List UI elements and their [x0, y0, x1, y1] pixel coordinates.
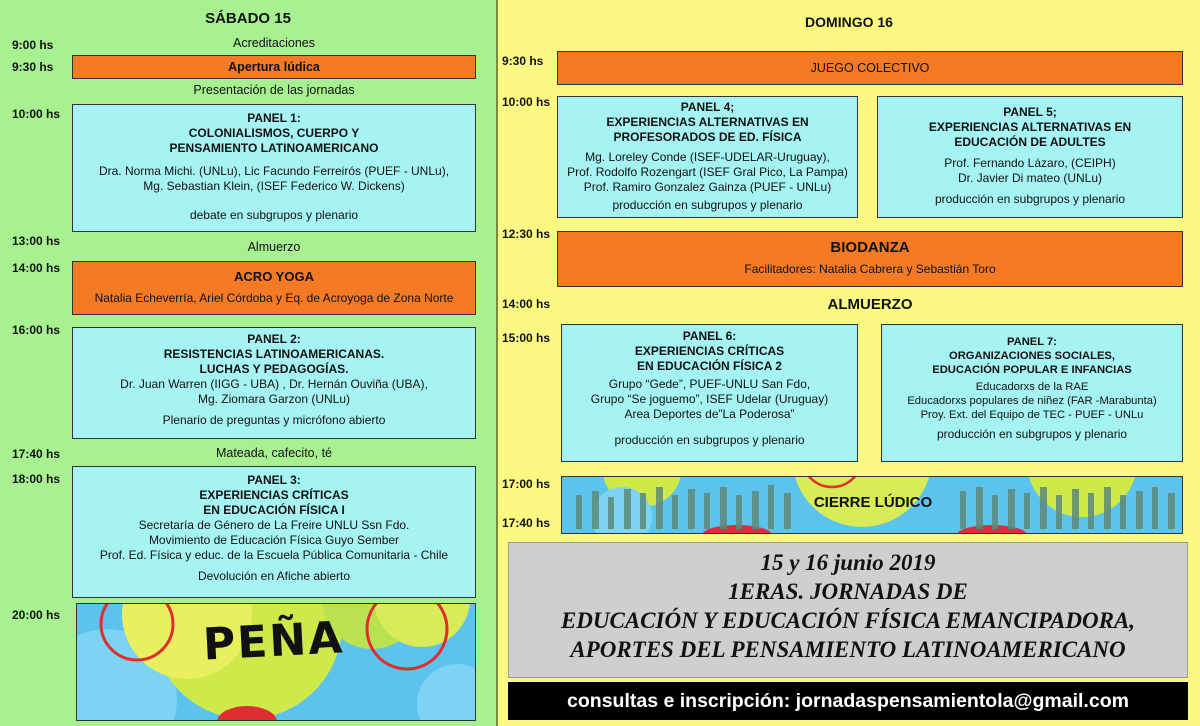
panel-6	[561, 324, 858, 462]
pena-title: PEÑA	[201, 612, 346, 671]
panel-speakers: Prof. Fernando Lázaro, (CEIPH)	[944, 156, 1116, 170]
panel-format: debate en subgrupos y plenario	[189, 208, 359, 222]
panel-title: LUCHAS Y PEDAGOGÍAS.	[199, 362, 349, 376]
acroyoga-title: ACRO YOGA	[234, 269, 314, 284]
panel-speakers: Mg. Sebastian Klein, (ISEF Federico W. Dickens)	[143, 179, 405, 193]
cierre-ludico-block	[561, 476, 1183, 534]
panel-1	[72, 104, 476, 232]
time-label: 17:40 hs	[502, 516, 551, 530]
panel-title: PANEL 2:	[247, 332, 301, 346]
banner-line: EDUCACIÓN Y EDUCACIÓN FÍSICA EMANCIPADORA,	[560, 608, 1136, 633]
column-divider	[496, 0, 498, 726]
pena-artwork	[76, 603, 476, 721]
mateada-text: Mateada, cafecito, té	[215, 446, 333, 460]
panel-4	[557, 96, 858, 218]
panel-title: PANEL 3:	[247, 473, 301, 487]
apertura-ludica-block: Apertura lúdica	[72, 55, 476, 79]
panel-speakers: Area Deportes de”La Poderosa”	[624, 407, 795, 421]
biodanza-facilitators: Facilitadores: Natalia Cabrera y Sebastián Toro	[744, 262, 996, 276]
time-label: 12:30 hs	[502, 227, 551, 241]
panel-title: EXPERIENCIAS ALTERNATIVAS EN	[606, 115, 809, 129]
time-label: 18:00 hs	[12, 472, 61, 486]
panel-speakers: Educadorxs populares de niñez (FAR -Marabunta)	[907, 395, 1157, 407]
banner-dates: 15 y 16 junio 2019	[760, 550, 936, 575]
cierre-title: CIERRE LÚDICO	[813, 494, 933, 511]
panel-speakers: Dra. Norma Michi. (UNLu), Lic Facundo Ferreirós (PUEF - UNLu),	[98, 164, 450, 178]
time-label: 10:00 hs	[12, 107, 61, 121]
acreditaciones-text: Acreditaciones	[233, 36, 315, 50]
panel-speakers: Mg. Ziomara Garzon (UNLu)	[197, 392, 351, 406]
almuerzo-text: Almuerzo	[247, 240, 301, 254]
panel-title: EDUCACIÓN DE ADULTES	[954, 135, 1106, 149]
panel-format: producción en subgrupos y plenario	[614, 433, 805, 447]
event-banner	[508, 542, 1188, 678]
panel-speakers: Dr. Javier Di mateo (UNLu)	[957, 171, 1103, 185]
time-label: 14:00 hs	[502, 297, 551, 311]
panel-format: producción en subgrupos y plenario	[934, 192, 1126, 206]
panel-5	[877, 96, 1183, 218]
juego-colectivo-block: JUEGO COLECTIVO	[557, 51, 1183, 85]
panel-format: producción en subgrupos y plenario	[612, 198, 803, 212]
time-label: 14:00 hs	[12, 261, 61, 275]
panel-title: EN EDUCACIÓN FÍSICA I	[203, 503, 345, 517]
panel-speakers: Prof. Ramiro Gonzalez Gainza (PUEF - UNLu)	[583, 180, 832, 194]
saturday-heading: SÁBADO 15	[205, 10, 291, 27]
panel-3	[72, 466, 476, 598]
time-label: 15:00 hs	[502, 331, 551, 345]
panel-speakers: Grupo “Se joguemo”, ISEF Udelar (Uruguay)	[590, 392, 829, 406]
almuerzo-heading: ALMUERZO	[827, 296, 913, 313]
time-label: 17:00 hs	[502, 477, 551, 491]
panel-title: EXPERIENCIAS ALTERNATIVAS EN	[928, 120, 1132, 134]
panel-speakers: Grupo “Gede”, PUEF-UNLU San Fdo,	[608, 377, 811, 391]
panel-speakers: Prof. Rodolfo Rozengart (ISEF Gral Pico, La Pampa)	[567, 165, 848, 179]
panel-title: PANEL 4;	[680, 100, 735, 114]
time-label: 9:30 hs	[12, 60, 54, 74]
panel-title: EXPERIENCIAS CRÍTICAS	[199, 488, 349, 502]
acroyoga-block	[72, 261, 476, 315]
contact-bar: consultas e inscripción: jornadaspensamientola@gmail.com	[508, 682, 1188, 720]
time-label: 16:00 hs	[12, 323, 61, 337]
acroyoga-facilitators: Natalia Echeverría, Ariel Córdoba y Eq. de Acroyoga de Zona Norte	[94, 291, 454, 305]
panel-2	[72, 327, 476, 439]
panel-title: PROFESORADOS DE ED. FÍSICA	[613, 130, 802, 144]
panel-speakers: Dr. Juan Warren (IIGG - UBA) , Dr. Hernán Ouviña (UBA),	[120, 377, 428, 391]
panel-format: Plenario de preguntas y micrófono abierto	[162, 413, 386, 427]
panel-speakers: Mg. Loreley Conde (ISEF-UDELAR-Uruguay),	[585, 150, 830, 164]
biodanza-title: BIODANZA	[830, 239, 910, 256]
panel-title: PANEL 7:	[1007, 336, 1057, 348]
time-label: 9:30 hs	[502, 54, 544, 68]
time-label: 9:00 hs	[12, 38, 54, 52]
biodanza-block	[557, 231, 1183, 287]
panel-format: Devolución en Afiche abierto	[197, 569, 351, 583]
banner-line: APORTES DEL PENSAMIENTO LATINOAMERICANO	[570, 637, 1126, 662]
time-label: 13:00 hs	[12, 234, 61, 248]
panel-speakers: Secretaría de Género de La Freire UNLU Ssn Fdo.	[138, 518, 410, 532]
panel-title: PENSAMIENTO LATINOAMERICANO	[169, 141, 379, 155]
panel-speakers: Movimiento de Educación Física Guyo Sember	[148, 533, 400, 547]
panel-title: PANEL 1:	[247, 111, 301, 125]
panel-speakers: Prof. Ed. Física y educ. de la Escuela Pública Comunitaria - Chile	[99, 548, 449, 562]
sunday-heading: DOMINGO 16	[805, 14, 893, 30]
panel-speakers: Educadorxs de la RAE	[975, 381, 1089, 393]
time-label: 20:00 hs	[12, 608, 61, 622]
banner-line: 1ERAS. JORNADAS DE	[728, 579, 968, 604]
time-label: 17:40 hs	[12, 447, 61, 461]
panel-speakers: Proy. Ext. del Equipo de TEC - PUEF - UNLu	[920, 409, 1144, 421]
panel-title: COLONIALISMOS, CUERPO Y	[188, 126, 360, 140]
panel-title: PANEL 5;	[1003, 105, 1057, 119]
panel-title: ORGANIZACIONES SOCIALES,	[949, 350, 1115, 362]
panel-format: producción en subgrupos y plenario	[936, 427, 1128, 441]
presentacion-text: Presentación de las jornadas	[193, 83, 355, 97]
panel-title: EXPERIENCIAS CRÍTICAS	[634, 344, 785, 358]
time-label: 10:00 hs	[502, 95, 551, 109]
panel-title: PANEL 6:	[682, 329, 737, 343]
panel-title: EDUCACIÓN POPULAR E INFANCIAS	[932, 364, 1132, 376]
panel-title: EN EDUCACIÓN FÍSICA 2	[637, 359, 782, 373]
panel-title: RESISTENCIAS LATINOAMERICANAS.	[163, 347, 385, 361]
panel-7	[881, 324, 1183, 462]
